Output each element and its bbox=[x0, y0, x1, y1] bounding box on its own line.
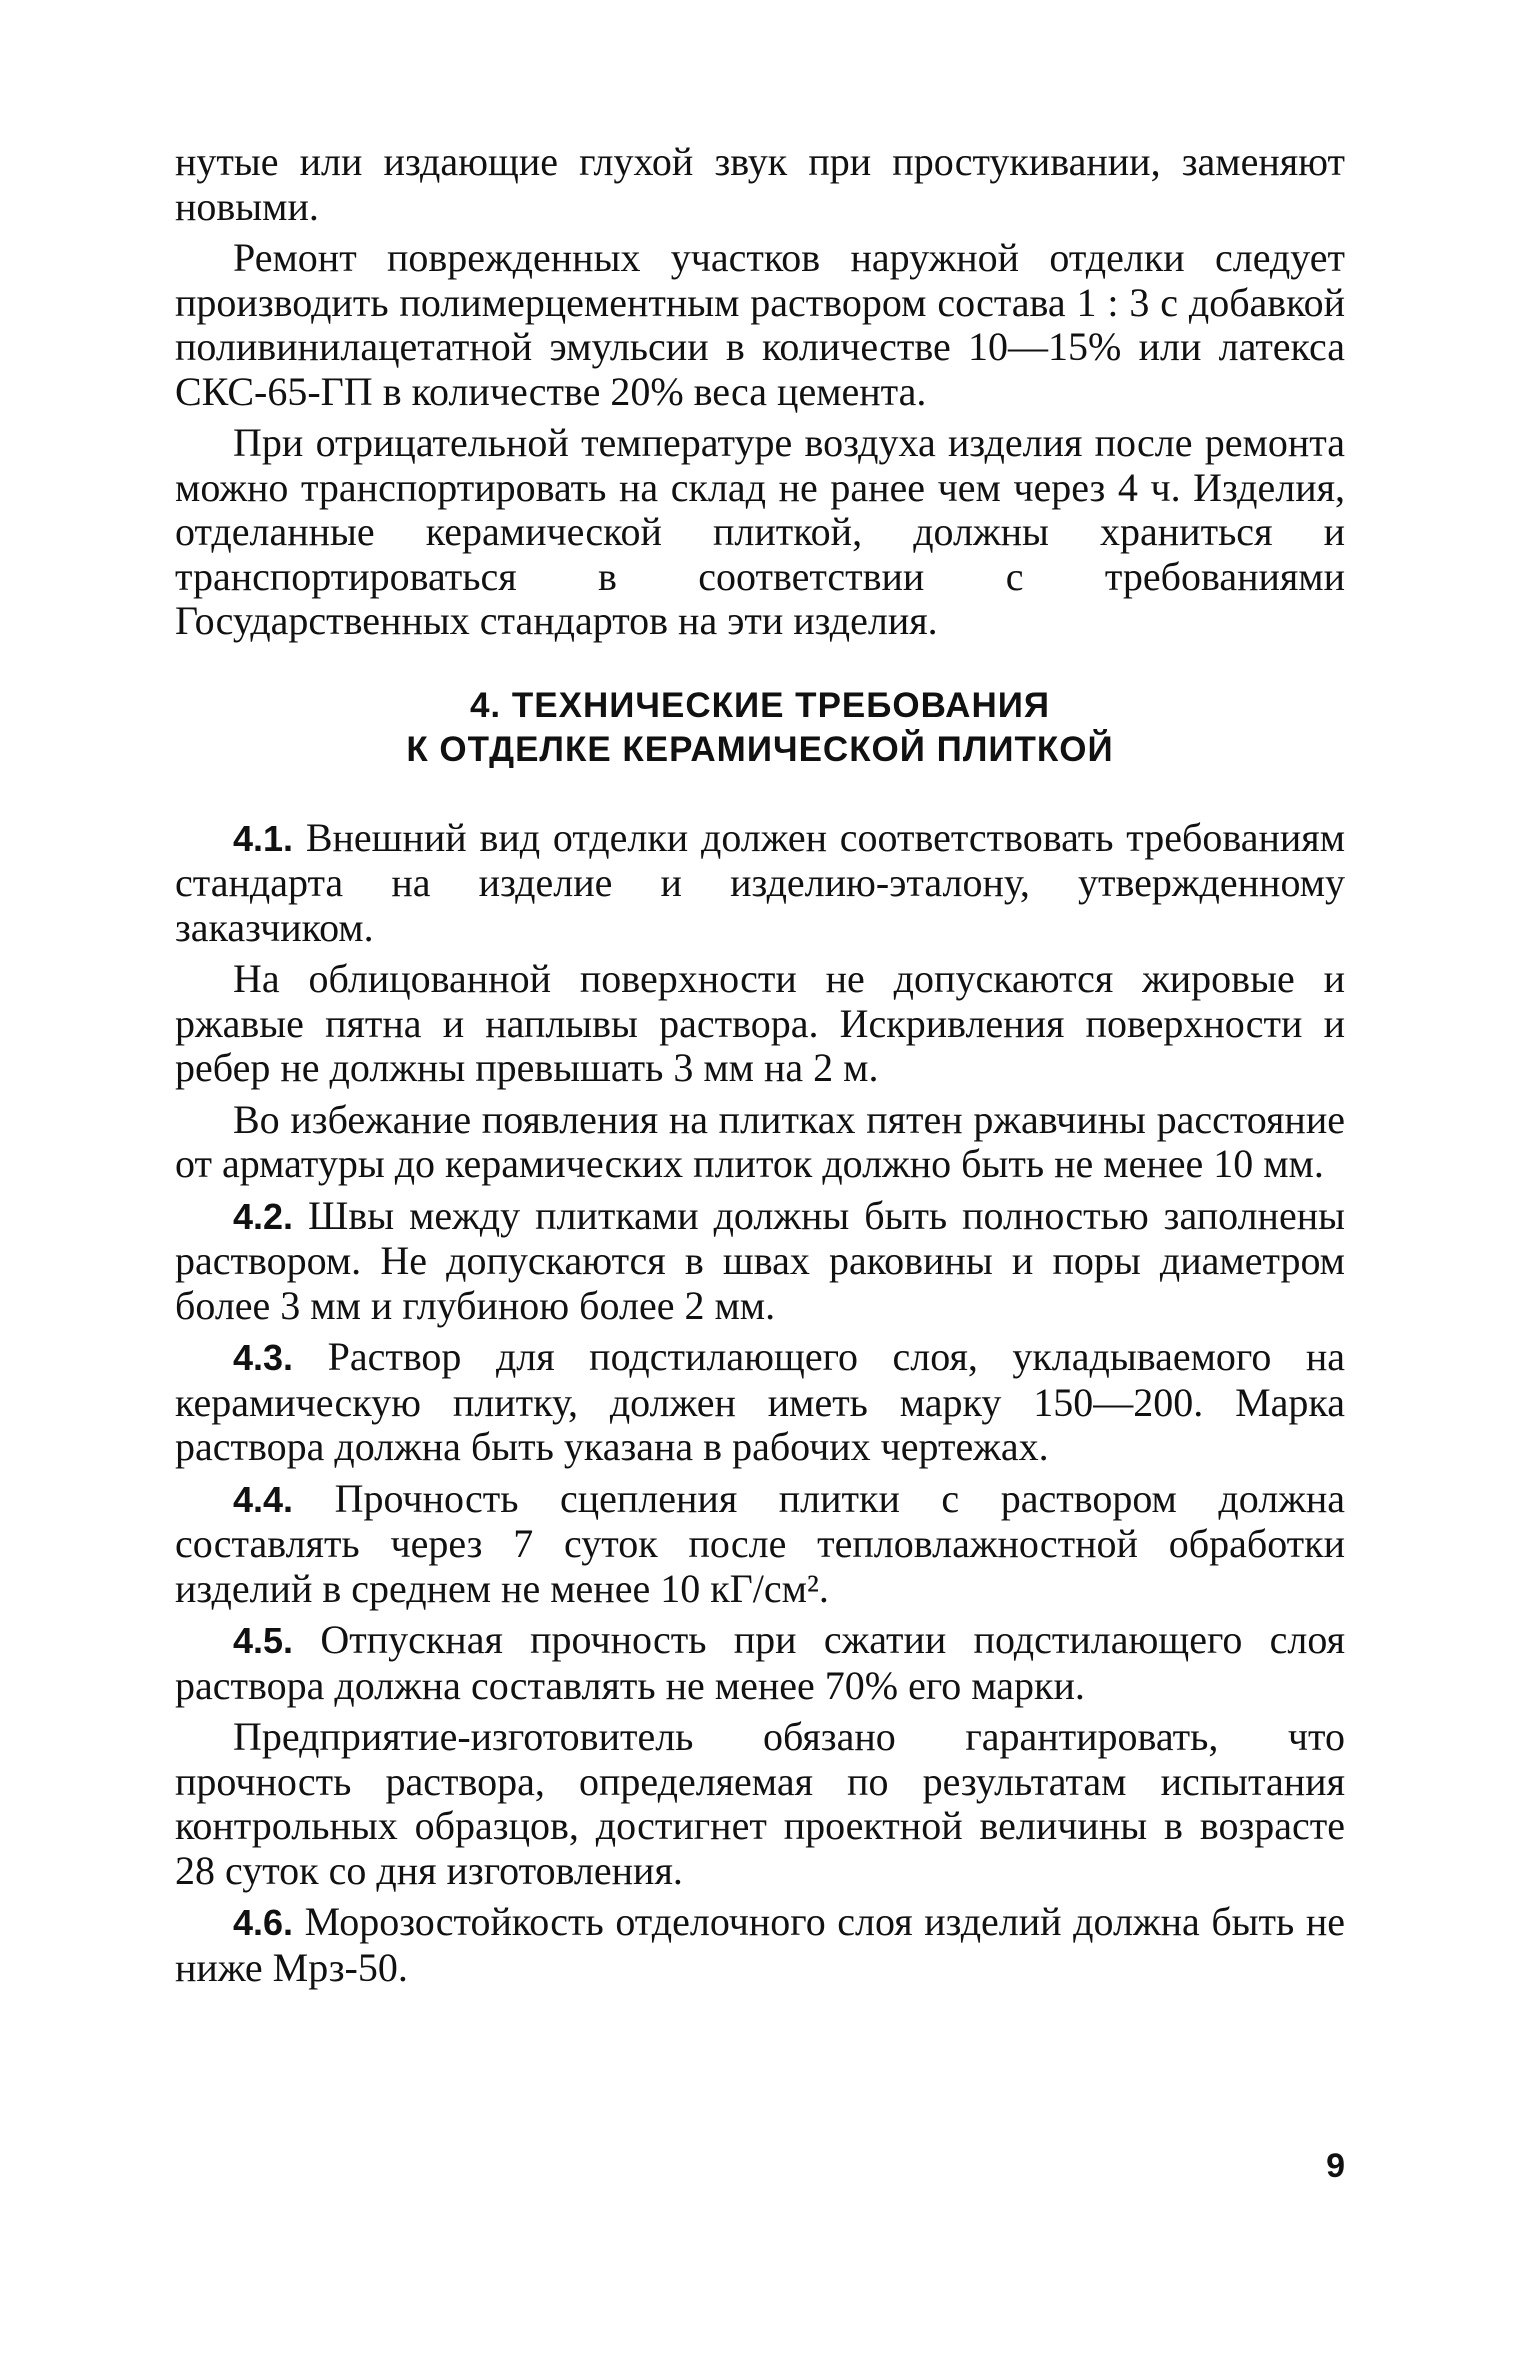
section-heading-line-1: 4. ТЕХНИЧЕСКИЕ ТРЕБОВАНИЯ bbox=[469, 685, 1051, 725]
paragraph-text: При отрицательной температуре воздуха изделия после ремонта можно транспортировать на склад не ранее чем через 4 ч. Изделия, отделанные керамической плиткой, должны храниться и транспортироваться в соответствии с требованиями Государственных стандартов на эти изделия. bbox=[175, 420, 1345, 643]
paragraph-continued bbox=[175, 140, 1345, 229]
paragraph-text: Предприятие-изготовитель обязано гарантировать, что прочность раствора, определяемая по результатам испытания контрольных образцов, достигнет проектной величины в возрасте 28 суток со дня изготовления. bbox=[175, 1714, 1345, 1893]
clause-text: Раствор для подстилающего слоя, укладываемого на керамическую плитку, должен иметь марку 150—200. Марка раствора должна быть указана в рабочих чертежах. bbox=[175, 1334, 1346, 1469]
clause-text: Швы между плитками должны быть полностью заполнены раствором. Не допускаются в швах раковины и поры диаметром более 3 мм и глубиною более 2 мм. bbox=[175, 1192, 1345, 1328]
page-number: 9 bbox=[1326, 2147, 1345, 2185]
clause-text: Внешний вид отделки должен соответствовать требованиям стандарта на изделие и изделию-эталону, утвержденному заказчиком. bbox=[175, 814, 1346, 950]
section-heading bbox=[175, 684, 1345, 772]
paragraph-negative-temperature bbox=[175, 421, 1345, 644]
clause-number: 4.3. bbox=[233, 1337, 294, 1378]
clause-4-2 bbox=[175, 1194, 1345, 1329]
clause-number: 4.1. bbox=[233, 817, 294, 859]
clause-text: Морозостойкость отделочного слоя изделий должна быть не ниже Мрз-50. bbox=[175, 1899, 1345, 1990]
section-heading-line-2: К ОТДЕЛКЕ КЕРАМИЧЕСКОЙ ПЛИТКОЙ bbox=[406, 729, 1114, 769]
clause-text: Отпускная прочность при сжатии подстилающего слоя раствора должна составлять не менее 70% его марки. bbox=[175, 1617, 1345, 1708]
clause-4-1 bbox=[175, 816, 1345, 951]
paragraph-text: На облицованной поверхности не допускаются жировые и ржавые пятна и наплывы раствора. Искривления поверхности и ребер не должны превышать 3 мм на 2 м. bbox=[175, 956, 1345, 1090]
paragraph-surface-defects bbox=[175, 957, 1345, 1091]
paragraph-text: Ремонт поврежденных участков наружной отделки следует производить полимерцементным раствором состава 1 : 3 с добавкой поливинилацетатной эмульсии в количестве 10—15% или латекса СКС-65-ГП в количестве 20% веса цемента. bbox=[175, 235, 1345, 414]
clause-4-3 bbox=[175, 1335, 1345, 1470]
clause-number: 4.5. bbox=[233, 1620, 294, 1661]
clause-number: 4.2. bbox=[233, 1195, 294, 1237]
clause-4-4 bbox=[175, 1477, 1345, 1612]
paragraph-rust-stains bbox=[175, 1098, 1345, 1187]
clause-4-6 bbox=[175, 1900, 1345, 1990]
paragraph-repair bbox=[175, 236, 1345, 414]
paragraph-text: Во избежание появления на плитках пятен ржавчины расстояние от арматуры до керамических плиток должно быть не менее 10 мм. bbox=[175, 1096, 1345, 1186]
clause-text: Прочность сцепления плитки с раствором должна составлять через 7 суток после тепловлажностной обработки изделий в среднем не менее 10 кГ/см². bbox=[175, 1475, 1345, 1611]
clause-4-5 bbox=[175, 1618, 1345, 1708]
paragraph-manufacturer-guarantee bbox=[175, 1715, 1345, 1893]
clause-number: 4.6. bbox=[233, 1902, 294, 1943]
clause-number: 4.4. bbox=[233, 1478, 294, 1520]
page-body bbox=[175, 140, 1345, 1997]
paragraph-text: нутые или издающие глухой звук при простукивании, заменяют новыми. bbox=[175, 139, 1345, 229]
